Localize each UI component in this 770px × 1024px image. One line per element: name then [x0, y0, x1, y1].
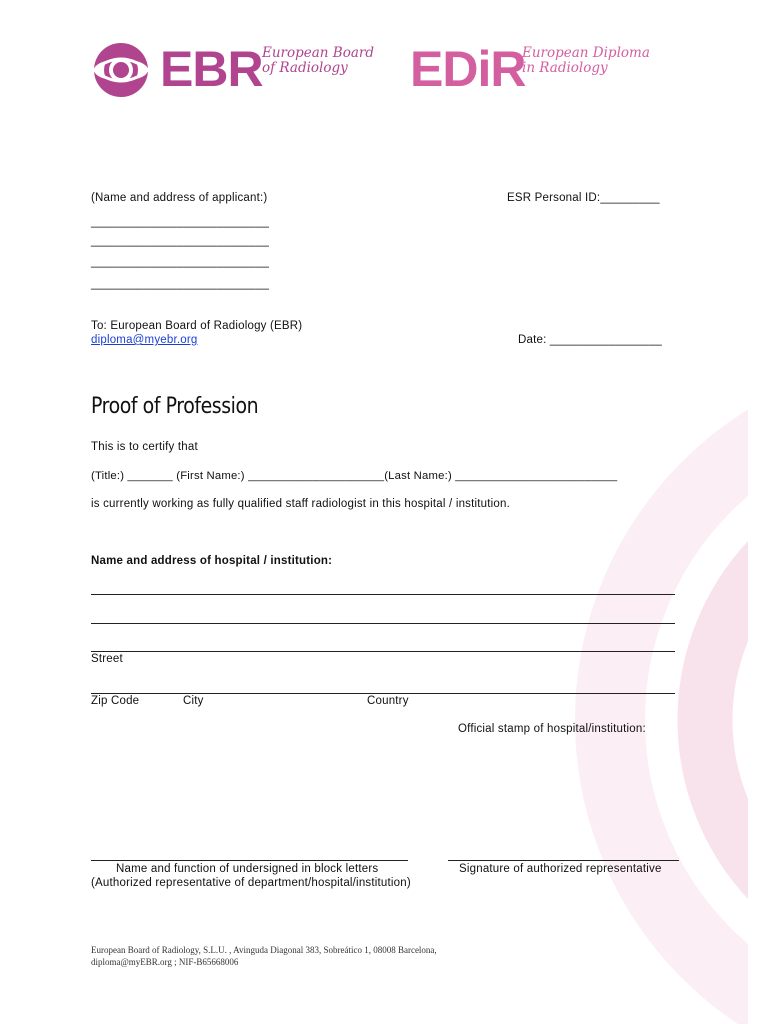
applicant-line-2[interactable]: ___________________________	[91, 235, 270, 247]
footer-line-2: diploma@myEBR.org ; NIF-B65668006	[91, 957, 239, 967]
country-label: Country	[367, 695, 409, 707]
ebr-full-name	[262, 46, 374, 76]
institution-line-3[interactable]	[91, 651, 675, 652]
edir-full-name	[522, 46, 650, 76]
name-function-label: Name and function of undersigned in block letters	[116, 863, 379, 875]
applicant-line-4[interactable]: ___________________________	[91, 278, 270, 290]
signature-label: Signature of authorized representative	[459, 863, 662, 875]
city-label: City	[183, 695, 204, 707]
ebr-eye-icon	[90, 42, 152, 98]
institution-heading: Name and address of hospital / institution:	[91, 555, 333, 567]
edir-logo-text: EDiR	[410, 41, 526, 97]
footer-line-1: European Board of Radiology, S.L.U. , Avinguda Diagonal 383, Sobreático 1, 08008 Barcelona,	[91, 945, 437, 955]
applicant-label: (Name and address of applicant:)	[91, 192, 268, 204]
recipient-line: To: European Board of Radiology (EBR)	[91, 320, 303, 332]
stamp-label: Official stamp of hospital/institution:	[458, 723, 646, 735]
edir-logo	[410, 42, 660, 98]
ebr-name-line1: European Board	[262, 45, 374, 61]
authorized-rep-label: (Authorized representative of department/hospital/institution)	[91, 877, 411, 889]
statement-text: is currently working as fully qualified staff radiologist in this hospital / institution.	[91, 498, 511, 510]
applicant-line-3[interactable]: ___________________________	[91, 256, 270, 268]
document-title: Proof of Profession	[91, 394, 259, 419]
esr-id-field[interactable]: ESR Personal ID:_________	[507, 192, 660, 204]
recipient-email-link[interactable]: diploma@myebr.org	[91, 334, 198, 346]
applicant-line-1[interactable]: ___________________________	[91, 216, 270, 228]
edir-name-line2: in Radiology	[522, 60, 608, 76]
certify-text: This is to certify that	[91, 441, 198, 453]
institution-line-4[interactable]	[91, 693, 675, 694]
zip-code-label: Zip Code	[91, 695, 140, 707]
signature-line[interactable]	[448, 860, 679, 861]
ebr-name-line2: of Radiology	[262, 60, 348, 76]
institution-line-1[interactable]	[91, 594, 675, 595]
edir-name-line1: European Diploma	[522, 45, 650, 61]
name-fields-line[interactable]: (Title:) _______ (First Name:) _____________________(Last Name:) _________________________	[91, 470, 618, 482]
footer	[91, 944, 437, 968]
street-label: Street	[91, 653, 123, 665]
ebr-logo-text: EBR	[160, 41, 263, 97]
name-function-line[interactable]	[91, 860, 408, 861]
institution-line-2[interactable]	[91, 623, 675, 624]
date-field[interactable]: Date: _________________	[518, 334, 663, 346]
ebr-logo	[90, 42, 375, 98]
